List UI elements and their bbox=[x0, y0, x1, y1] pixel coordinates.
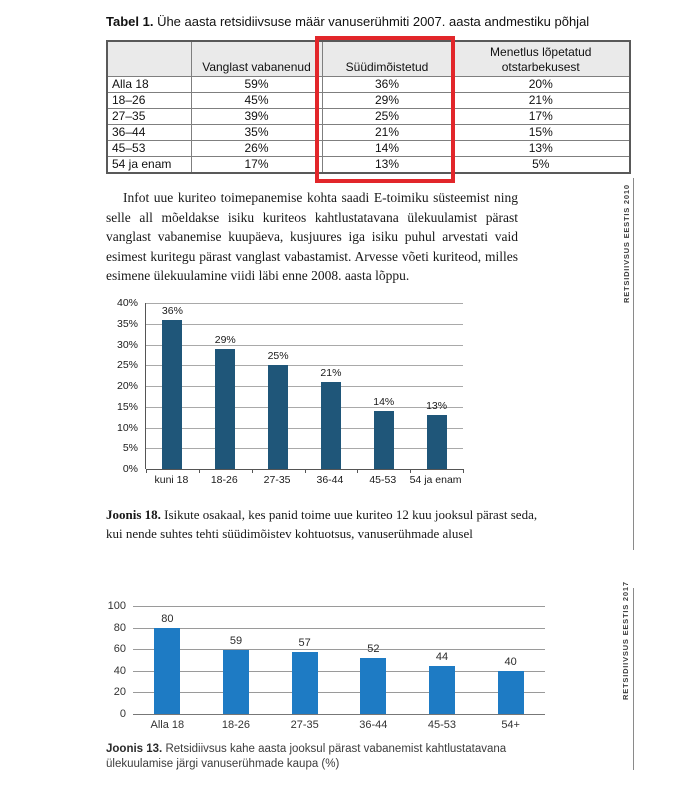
axis-tick-mark bbox=[252, 469, 253, 473]
table-title-text: Ühe aasta retsidiivsuse määr vanuserühmiti 2007. aasta andmestiku põhjal bbox=[153, 14, 590, 29]
gridline bbox=[146, 448, 463, 449]
value-cell: 20% bbox=[452, 77, 630, 93]
chart-bar bbox=[268, 365, 288, 469]
bar-value-label: 29% bbox=[214, 333, 236, 346]
table-row bbox=[107, 125, 630, 141]
table-row bbox=[107, 157, 630, 174]
x-axis-category-label: 27-35 bbox=[263, 474, 291, 486]
chart-bar bbox=[154, 628, 180, 714]
chart-bar bbox=[360, 658, 386, 714]
axis-tick-mark bbox=[146, 469, 147, 473]
column-header: Süüdimõistetud bbox=[322, 41, 452, 77]
bar-value-label: 80 bbox=[161, 612, 174, 625]
bar-value-label: 14% bbox=[373, 395, 395, 408]
figure-13-caption bbox=[106, 742, 564, 772]
chart-bar bbox=[427, 415, 447, 469]
y-axis-tick-label: 20% bbox=[116, 380, 138, 392]
figure-13-number: Joonis 13. bbox=[106, 743, 163, 755]
figure-13-text: Retsidiivsus kahe aasta jooksul pärast vabanemist kahtlustatavana ülekuulamise järgi vanuserühmade kaupa (%) bbox=[106, 743, 507, 770]
value-cell: 59% bbox=[191, 77, 322, 93]
axis-tick-mark bbox=[199, 469, 200, 473]
gridline bbox=[146, 386, 463, 387]
bar-value-label: 44 bbox=[435, 651, 449, 664]
edition-label-2010: RETSIDIIVSUS EESTIS 2010 bbox=[622, 184, 631, 303]
value-cell: 21% bbox=[322, 125, 452, 141]
table-row bbox=[107, 93, 630, 109]
gridline bbox=[133, 692, 545, 693]
y-axis-tick-label: 25% bbox=[116, 359, 138, 372]
column-header bbox=[107, 41, 191, 77]
x-axis-category-label: 36-44 bbox=[359, 719, 388, 731]
column-header: Vanglast vabanenud bbox=[191, 41, 322, 77]
plot-area bbox=[133, 606, 545, 714]
x-axis-category-label: Alla 18 bbox=[150, 719, 185, 731]
bar-value-label: 40 bbox=[504, 655, 517, 668]
table-title bbox=[106, 14, 646, 30]
value-cell: 5% bbox=[452, 157, 630, 174]
table-header bbox=[107, 41, 630, 77]
bar-value-label: 21% bbox=[320, 366, 342, 379]
gridline bbox=[133, 714, 545, 715]
age-group-cell: 36–44 bbox=[107, 125, 191, 141]
value-cell: 13% bbox=[322, 157, 452, 174]
value-cell: 29% bbox=[322, 93, 452, 109]
two-year-recidivism-chart bbox=[105, 598, 547, 740]
gridline bbox=[146, 345, 463, 346]
value-cell: 25% bbox=[322, 109, 452, 125]
table-row bbox=[107, 109, 630, 125]
chart-bar bbox=[498, 671, 524, 714]
x-axis-category-label: 18-26 bbox=[210, 474, 238, 486]
y-axis-tick-label: 40 bbox=[113, 664, 126, 677]
axis-tick-mark bbox=[305, 469, 306, 473]
value-cell: 14% bbox=[322, 141, 452, 157]
table-body bbox=[107, 77, 630, 174]
bar-value-label: 13% bbox=[426, 400, 448, 413]
gridline bbox=[133, 628, 545, 629]
y-axis-tick-label: 30% bbox=[116, 338, 138, 351]
bar-value-label: 57 bbox=[298, 637, 311, 650]
age-group-cell: Alla 18 bbox=[107, 77, 191, 93]
gridline bbox=[146, 365, 463, 366]
table-row bbox=[107, 141, 630, 157]
x-axis-category-label: 45-53 bbox=[369, 474, 397, 486]
x-axis-category-label: 36-44 bbox=[316, 474, 344, 486]
margin-rule-bottom bbox=[633, 588, 634, 770]
chart-bar bbox=[429, 666, 455, 714]
x-axis-category-label: 18-26 bbox=[221, 719, 251, 731]
x-axis-category-label: kuni 18 bbox=[154, 474, 189, 486]
one-year-recidivism-chart bbox=[100, 296, 466, 490]
value-cell: 36% bbox=[322, 77, 452, 93]
value-cell: 17% bbox=[452, 109, 630, 125]
y-axis-tick-label: 80 bbox=[113, 621, 126, 634]
y-axis-tick-label: 40% bbox=[116, 297, 138, 309]
recidivism-table-wrap bbox=[106, 40, 629, 174]
column-header: Menetlus lõpetatud otstarbekusest bbox=[452, 41, 630, 77]
value-cell: 15% bbox=[452, 125, 630, 141]
figure-18-number: Joonis 18. bbox=[106, 507, 161, 522]
x-axis-category-label: 45-53 bbox=[427, 719, 457, 731]
figure-18-text: Isikute osakaal, kes panid toime uue kuriteo 12 kuu jooksul pärast seda, kui nende suhtes tehti süüdimõistev kohtuotsus, vanuserühmade alusel bbox=[106, 507, 538, 541]
y-axis-tick-label: 5% bbox=[122, 442, 138, 455]
axis-tick-mark bbox=[410, 469, 411, 473]
y-axis-tick-label: 100 bbox=[107, 600, 126, 612]
y-axis-tick-label: 20 bbox=[113, 686, 126, 699]
table-number: Tabel 1. bbox=[106, 14, 154, 29]
chart-bar bbox=[215, 349, 235, 469]
value-cell: 35% bbox=[191, 125, 322, 141]
y-axis-tick-label: 0 bbox=[119, 708, 126, 720]
margin-rule-top bbox=[633, 178, 634, 550]
y-axis-tick-label: 0% bbox=[122, 463, 138, 475]
y-axis-tick-label: 60 bbox=[113, 643, 126, 656]
value-cell: 13% bbox=[452, 141, 630, 157]
gridline bbox=[146, 324, 463, 325]
y-axis-tick-label: 35% bbox=[116, 317, 138, 330]
edition-label-2017: RETSIDIIVSUS EESTIS 2017 bbox=[621, 581, 630, 700]
gridline bbox=[146, 428, 463, 429]
bar-value-label: 25% bbox=[267, 350, 289, 363]
value-cell: 39% bbox=[191, 109, 322, 125]
axis-tick-mark bbox=[357, 469, 358, 473]
age-group-cell: 54 ja enam bbox=[107, 157, 191, 174]
figure-18-caption bbox=[106, 506, 548, 543]
axis-tick-mark bbox=[463, 469, 464, 473]
x-axis-category-label: 27-35 bbox=[290, 719, 319, 731]
age-group-cell: 27–35 bbox=[107, 109, 191, 125]
y-axis-tick-label: 10% bbox=[116, 421, 138, 434]
gridline bbox=[133, 649, 545, 650]
plot-area bbox=[145, 303, 463, 469]
value-cell: 17% bbox=[191, 157, 322, 174]
y-axis-tick-label: 15% bbox=[116, 400, 138, 413]
bar-value-label: 52 bbox=[367, 642, 380, 655]
value-cell: 45% bbox=[191, 93, 322, 109]
bar-value-label: 59 bbox=[229, 635, 243, 648]
value-cell: 21% bbox=[452, 93, 630, 109]
chart-bar bbox=[223, 650, 249, 714]
bar-value-label: 36% bbox=[161, 304, 183, 317]
gridline bbox=[133, 606, 545, 607]
value-cell: 26% bbox=[191, 141, 322, 157]
x-axis-category-label: 54+ bbox=[501, 719, 520, 731]
age-group-cell: 45–53 bbox=[107, 141, 191, 157]
chart-bar bbox=[292, 652, 318, 714]
x-axis-category-label: 54 ja enam bbox=[409, 474, 462, 486]
body-paragraph: Infot uue kuriteo toimepanemise kohta saadi E-toimiku süsteemist ning selle all mõeldakse isiku kuriteos kahtlustatavana ülekuulamist pärast vanglast vabanemise kuupäeva, kusjuures iga isiku puhul arvestati vaid esimest kuritegu pärast vanglast vabastamist. Arvesse võeti kuriteod, milles esimene ülekuulamine viidi läbi enne 2008. aasta lõppu. bbox=[106, 190, 518, 283]
table-row bbox=[107, 77, 630, 93]
recidivism-table bbox=[106, 40, 631, 174]
chart-bar bbox=[321, 382, 341, 469]
chart-bar bbox=[374, 411, 394, 469]
age-group-cell: 18–26 bbox=[107, 93, 191, 109]
chart-bar bbox=[162, 320, 182, 469]
gridline bbox=[133, 671, 545, 672]
